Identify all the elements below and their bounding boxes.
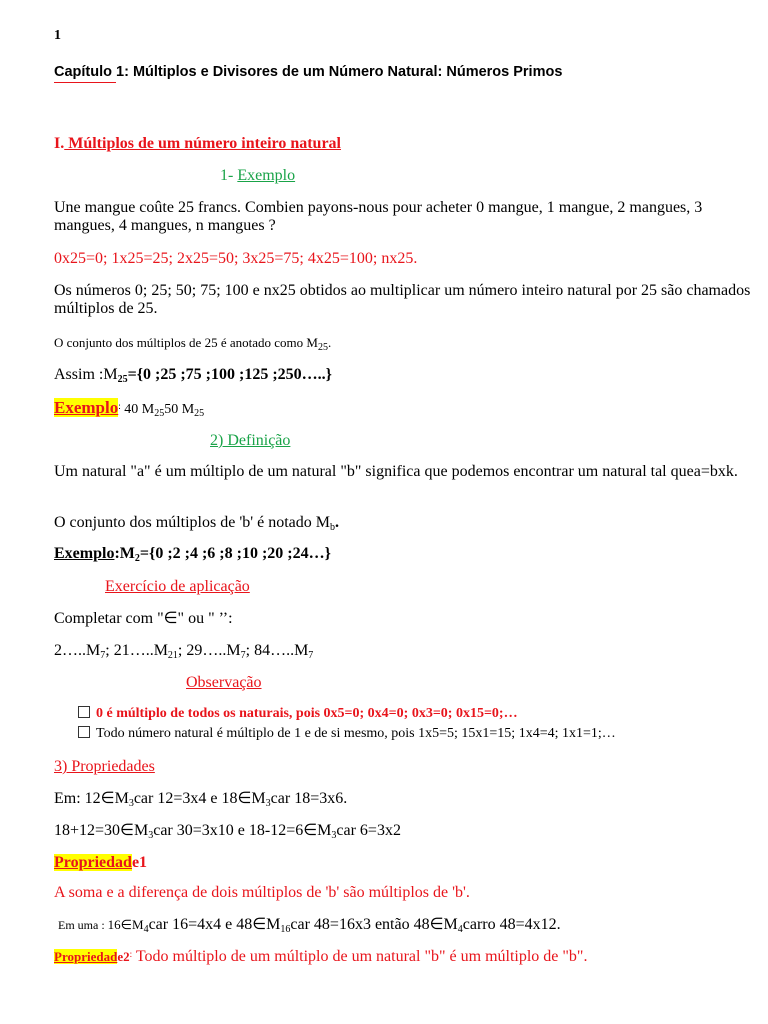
- section-number: I.: [54, 135, 65, 152]
- definition-example-subscript: 2: [134, 553, 140, 564]
- notation-text: O conjunto dos múltiplos de 25 é anotado como M: [54, 335, 318, 350]
- definition-notation-end: .: [334, 514, 339, 531]
- definition-notation: [54, 514, 339, 532]
- section-title: Múltiplos de um número inteiro natural: [64, 135, 341, 152]
- notation-subscript: 25: [317, 342, 328, 353]
- observation-bullet-1: [78, 706, 518, 722]
- exemplo-b: 50 M: [164, 402, 195, 417]
- observation-heading: Observação: [186, 674, 262, 691]
- exemplo-colon: :: [118, 401, 121, 411]
- exemplo-a-subscript: 25: [154, 408, 165, 419]
- bullet-box-icon: [78, 706, 90, 718]
- exemplo-label: Exemplo: [54, 398, 119, 417]
- exercise-item: $29\dots..M_7$;: [186, 642, 255, 661]
- definition-example-set: ={0 ;2 ;4 ;6 ;8 ;10 ;20 ;24…}: [139, 545, 331, 562]
- properties-line-2: $18+12=30\in M_3car$ 30=3x10 e $18-12=6\in M_3car$ 6=3x2: [54, 822, 401, 841]
- exercise-item: $21\dots..M_{21}$;: [113, 642, 187, 661]
- property-2-line: Propriedade2: Todo múltiplo de um múltiplo de um natural "b" é um múltiplo de "b".: [54, 948, 588, 965]
- assim-line: [54, 366, 332, 384]
- definition-example-prefix: :M: [114, 545, 135, 562]
- observation-bullet-2-text: Todo número natural é múltiplo de 1 e de si mesmo, pois 1x5=5; 15x1=15; 1x4=4; 1x1=1;…: [96, 726, 616, 741]
- observation-bullet-1-text: 0 é múltiplo de todos os naturais, pois 0x5=0; 0x4=0; 0x3=0; 0x15=0;…: [96, 706, 518, 721]
- exemplo-b-subscript: 25: [194, 408, 205, 419]
- chapter-title: Capítulo 1: Múltiplos e Divisores de um Número Natural: Números Primos: [54, 64, 563, 80]
- exemplo-a: 40 M: [120, 402, 155, 417]
- definition-example-label: Exemplo: [54, 545, 115, 562]
- problem-text: Une mangue coûte 25 francs. Combien payons-nous pour acheter 0 mangue, 1 mangue, 2 mangues, 3 mangues, 4 mangues, n mangues ?: [54, 199, 703, 235]
- example-heading: [220, 167, 295, 185]
- bullet-box-icon: [78, 726, 90, 738]
- exemplo-membership-line: [54, 398, 204, 418]
- property-1-text: A soma e a diferença de dois múltiplos de 'b' são múltiplos de 'b'.: [54, 884, 470, 901]
- page-number: 1: [54, 28, 61, 43]
- calculation-line: 0x25=0; 1x25=25; 2x25=50; 3x25=75; 4x25=100; nx25.: [54, 250, 418, 267]
- properties-heading: 3) Propriedades: [54, 758, 155, 775]
- multiples-statement: Os números 0; 25; 50; 75; 100 e nx25 obtidos ao multiplicar um número inteiro natural por 25 são chamados múltiplos de 25.: [54, 282, 751, 318]
- assim-set: ={0 ;25 ;75 ;100 ;125 ;250…..}: [127, 366, 332, 383]
- assim-subscript: 25: [117, 374, 128, 385]
- notation-line: [54, 336, 331, 351]
- exercise-item: $84\dots..M_7$: [254, 642, 314, 661]
- definition-heading: 2) Definição: [210, 432, 291, 449]
- notation-end: .: [327, 335, 332, 350]
- properties-line-1: Em: $12\in M_3car$ 12=3x4 e $18\in M_3car$ 18=3x6.: [54, 790, 348, 809]
- exercise-item: $2\dots..M_7$;: [54, 642, 114, 661]
- assim-prefix: Assim :M: [54, 366, 118, 383]
- chapter-title-underline: [54, 82, 116, 83]
- observation-bullet-2: [78, 726, 616, 742]
- example-label: Exemplo: [237, 167, 296, 184]
- section-heading: [54, 135, 341, 153]
- property-1-label: Propriedade1: [54, 854, 148, 871]
- exercise-items: [54, 642, 313, 660]
- exercise-instruction: Completar com "∈" ou " ’’:: [54, 610, 233, 627]
- definition-notation-subscript: b: [329, 522, 335, 533]
- exercise-heading: Exercício de aplicação: [105, 578, 250, 595]
- example-number: 1-: [220, 167, 238, 184]
- definition-text: Um natural "a" é um múltiplo de um natural "b" significa que podemos encontrar um natural tal quea=bxk.: [54, 463, 738, 480]
- definition-notation-text: O conjunto dos múltiplos de 'b' é notado M: [54, 514, 330, 531]
- property-1-example: Em uma : $16\in M_4car$ 16=4x4 e $48\in M_{16}car$ 48=16x3 então $48\in M_4carro$ 48=4x12.: [58, 916, 561, 935]
- definition-example: [54, 545, 331, 563]
